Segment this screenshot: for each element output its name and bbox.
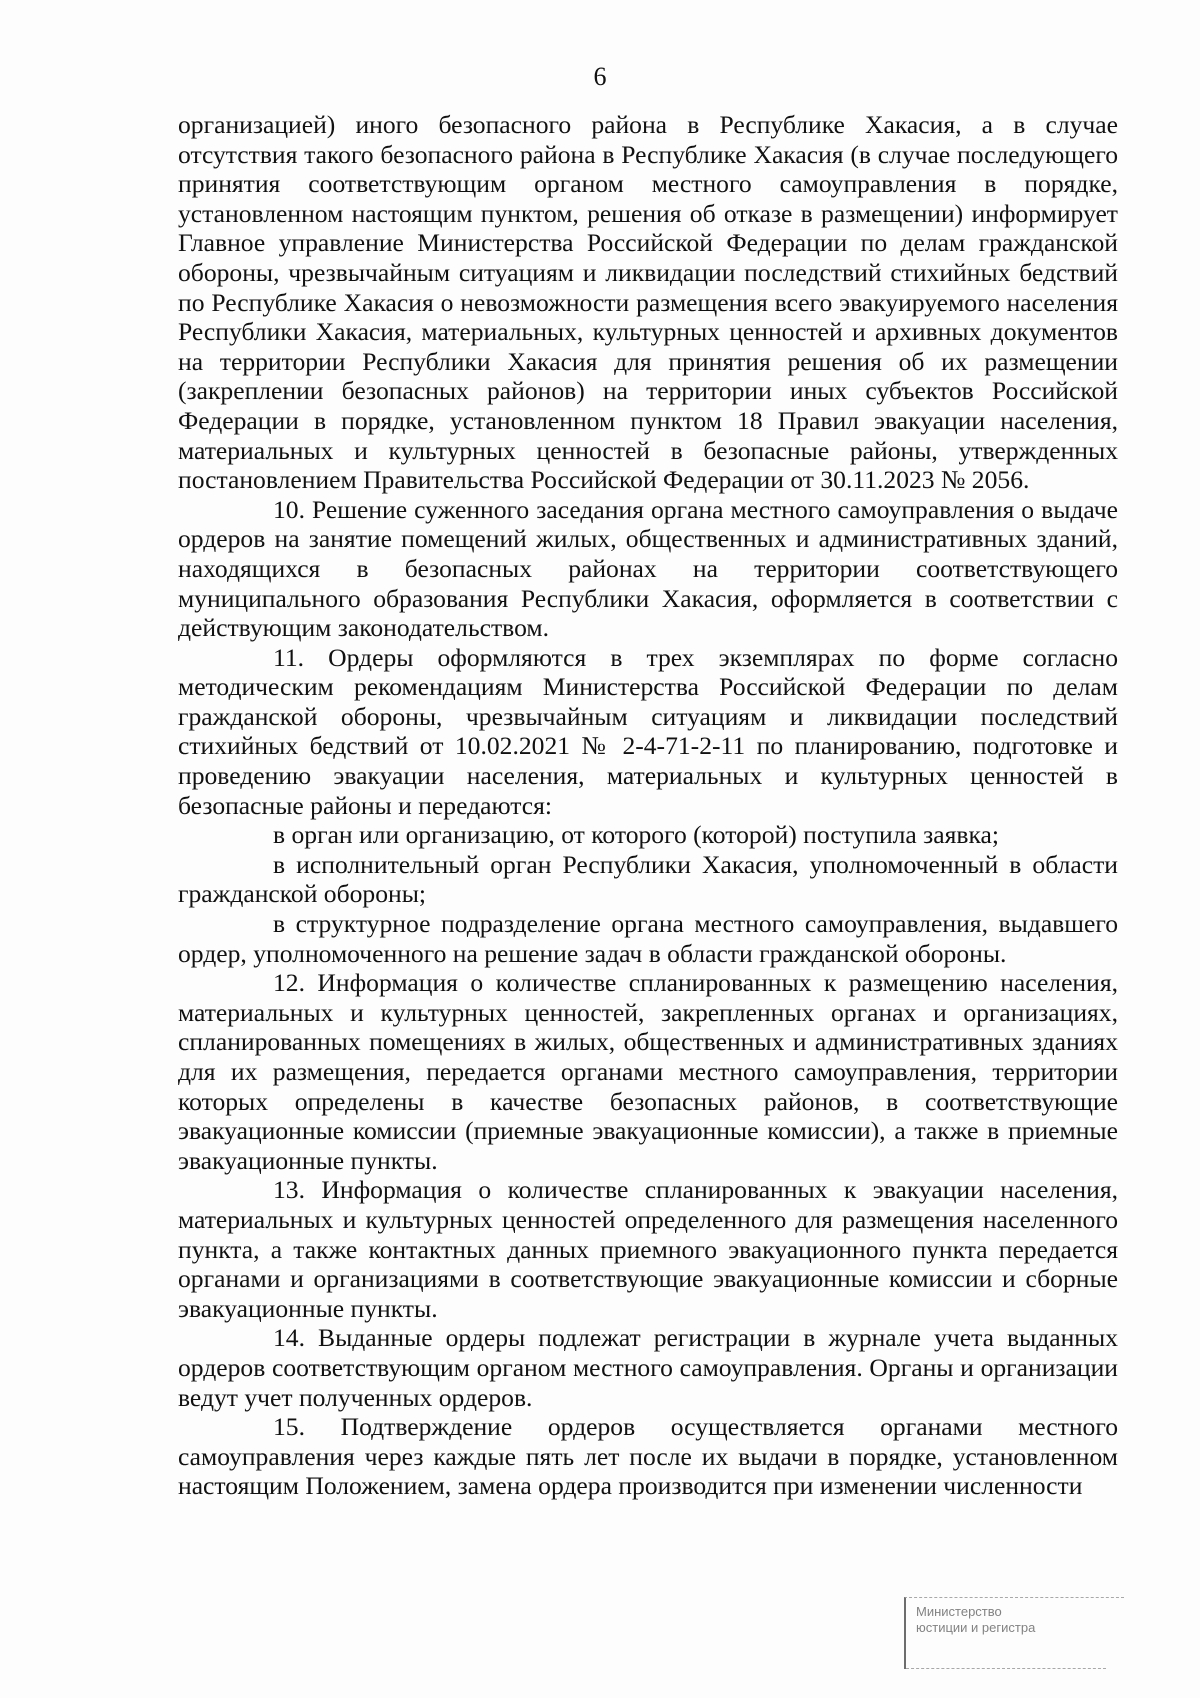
paragraph-item-10: 10. Решение суженного заседания органа местного самоуправления о выдаче ордеров на занятие помещений жилых, общественных и административных зданий, находящихся в безопасных районах на территории соответствующего муниципального образования Республики Хакасия, оформляется в соответствии с действующим законодательством.: [178, 494, 1118, 643]
paragraph-continuation: организацией) иного безопасного района в Республике Хакасия, а в случае отсутствия такого безопасного района в Республике Хакасия (в случае последующего принятия соответствующим органом местного самоуправления в порядке, установленном настоящим пунктом, решения об отказе в размещении) информирует Главное управление Министерства Российской Федерации по делам гражданской обороны, чрезвычайным ситуациям и ликвидации последствий стихийных бедствий по Республике Хакасия о невозможности размещения всего эвакуируемого населения Республики Хакасия, материальных, культурных ценностей и архивных документов на территории Республики Хакасия для принятия решения об их размещении (закреплении безопасных районов) на территории иных субъектов Российской Федерации в порядке, установленном пунктом 18 Правил эвакуации населения, материальных и культурных ценностей в безопасные районы, утвержденных постановлением Правительства Российской Федерации от 30.11.2023 № 2056.: [178, 110, 1118, 495]
stamp-line-1: Министерство: [916, 1604, 1002, 1619]
registration-stamp: [904, 1597, 1124, 1669]
paragraph-item-13: 13. Информация о количестве спланированных к эвакуации населения, материальных и культурных ценностей определенного для размещения населенного пункта, а также контактных данных приемного эвакуационного пункта передается органами и организациями в соответствующие эвакуационные комиссии и сборные эвакуационные пункты.: [178, 1175, 1118, 1323]
paragraph-item-14: 14. Выданные ордеры подлежат регистрации в журнале учета выданных ордеров соответствующим органом местного самоуправления. Органы и организации ведут учет полученных ордеров.: [178, 1323, 1118, 1412]
paragraph-recipient-3: в структурное подразделение органа местного самоуправления, выдавшего ордер, уполномоченного на решение задач в области гражданской обороны.: [178, 909, 1118, 968]
paragraph-recipient-1: в орган или организацию, от которого (которой) поступила заявка;: [273, 820, 1000, 850]
stamp-border: [906, 1668, 1106, 1669]
stamp-line-2: юстиции и регистра: [916, 1620, 1036, 1635]
paragraph-item-11: 11. Ордеры оформляются в трех экземплярах по форме согласно методическим рекомендациям Министерства Российской Федерации по делам гражданской обороны, чрезвычайным ситуациям и ликвидации последствий стихийных бедствий от 10.02.2021 № 2-4-71-2-11 по планированию, подготовке и проведению эвакуации населения, материальных и культурных ценностей в безопасные районы и передаются:: [178, 642, 1118, 820]
paragraph-item-12: 12. Информация о количестве спланированных к размещению населения, материальных и культурных ценностей, закрепленных органах и организациях, спланированных помещениях в жилых, общественных и административных зданиях для их размещения, передается органами местного самоуправления, территории которых определены в качестве безопасных районов, в соответствующие эвакуационные комиссии (приемные эвакуационные комиссии), а также в приемные эвакуационные пункты.: [178, 968, 1118, 1175]
page-number: 6: [593, 62, 607, 91]
document-body: [178, 110, 1118, 1501]
paragraph-item-15: 15. Подтверждение ордеров осуществляется органами местного самоуправления через каждые пять лет после их выдачи в порядке, установленном настоящим Положением, замена ордера производится при изменении численности: [178, 1412, 1118, 1501]
paragraph-recipient-2: в исполнительный орган Республики Хакасия, уполномоченный в области гражданской обороны;: [178, 849, 1118, 909]
